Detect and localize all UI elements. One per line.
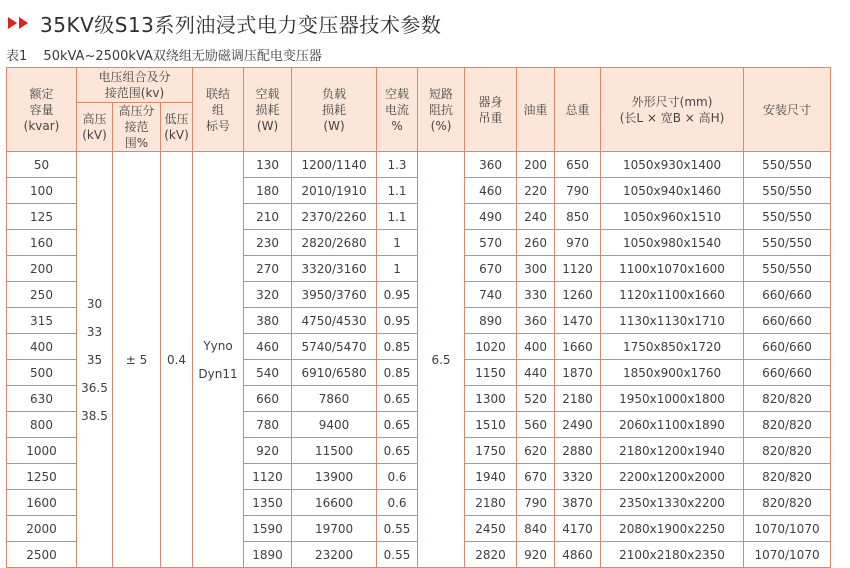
cell-total-weight: 3320 <box>555 464 601 490</box>
cell-install-size: 820/820 <box>744 412 831 438</box>
cell-no-load-loss: 1890 <box>244 542 292 568</box>
cell-install-size: 820/820 <box>744 464 831 490</box>
cell-capacity: 100 <box>7 178 77 204</box>
cell-no-load-current: 0.65 <box>377 438 418 464</box>
high-voltage-value: 36.5 <box>81 380 108 395</box>
cell-oil-weight: 400 <box>517 334 555 360</box>
header-body-weight: 器身 吊重 <box>465 68 517 152</box>
cell-total-weight: 4860 <box>555 542 601 568</box>
cell-total-weight: 850 <box>555 204 601 230</box>
cell-total-weight: 1260 <box>555 282 601 308</box>
header-install-size: 安装尺寸 <box>744 68 831 152</box>
cell-load-loss: 3950/3760 <box>292 282 377 308</box>
cell-oil-weight: 670 <box>517 464 555 490</box>
cell-no-load-loss: 380 <box>244 308 292 334</box>
connection-value: Yyno <box>203 338 233 353</box>
caption-label: 表1 <box>6 49 28 64</box>
cell-tap-range: ± 5 <box>113 152 161 568</box>
cell-dimensions: 1950x1000x1800 <box>601 386 744 412</box>
cell-oil-weight: 440 <box>517 360 555 386</box>
cell-body-weight: 460 <box>465 178 517 204</box>
cell-impedance: 6.5 <box>418 152 465 568</box>
cell-install-size: 1070/1070 <box>744 516 831 542</box>
cell-no-load-loss: 230 <box>244 230 292 256</box>
cell-no-load-current: 0.6 <box>377 490 418 516</box>
cell-no-load-current: 1.3 <box>377 152 418 178</box>
cell-no-load-loss: 780 <box>244 412 292 438</box>
high-voltage-list <box>77 290 112 430</box>
cell-capacity: 630 <box>7 386 77 412</box>
cell-no-load-loss: 540 <box>244 360 292 386</box>
cell-total-weight: 1120 <box>555 256 601 282</box>
table-body <box>7 152 831 568</box>
cell-load-loss: 2820/2680 <box>292 230 377 256</box>
header-oil-weight: 油重 <box>517 68 555 152</box>
cell-low-voltage: 0.4 <box>161 152 193 568</box>
cell-oil-weight: 360 <box>517 308 555 334</box>
cell-install-size: 550/550 <box>744 204 831 230</box>
cell-load-loss: 23200 <box>292 542 377 568</box>
header-tap-range: 高压分 接范围% <box>113 103 161 152</box>
cell-install-size: 660/660 <box>744 282 831 308</box>
cell-load-loss: 2370/2260 <box>292 204 377 230</box>
cell-load-loss: 13900 <box>292 464 377 490</box>
cell-body-weight: 1940 <box>465 464 517 490</box>
cell-no-load-current: 0.65 <box>377 412 418 438</box>
page-title: 35KV级S13系列油浸式电力变压器技术参数 <box>40 12 442 37</box>
cell-install-size: 1070/1070 <box>744 542 831 568</box>
cell-no-load-current: 0.95 <box>377 282 418 308</box>
cell-body-weight: 740 <box>465 282 517 308</box>
header-connection: 联结 组 标号 <box>193 68 244 152</box>
cell-install-size: 550/550 <box>744 152 831 178</box>
cell-dimensions: 1850x900x1760 <box>601 360 744 386</box>
cell-body-weight: 360 <box>465 152 517 178</box>
cell-install-size: 820/820 <box>744 438 831 464</box>
cell-capacity: 1600 <box>7 490 77 516</box>
cell-load-loss: 16600 <box>292 490 377 516</box>
high-voltage-value: 35 <box>86 352 103 367</box>
cell-total-weight: 2490 <box>555 412 601 438</box>
cell-capacity: 1000 <box>7 438 77 464</box>
table-row <box>7 152 831 178</box>
header-total-weight: 总重 <box>555 68 601 152</box>
cell-total-weight: 650 <box>555 152 601 178</box>
cell-dimensions: 1050x980x1540 <box>601 230 744 256</box>
cell-load-loss: 2010/1910 <box>292 178 377 204</box>
cell-capacity: 250 <box>7 282 77 308</box>
cell-install-size: 550/550 <box>744 178 831 204</box>
cell-load-loss: 9400 <box>292 412 377 438</box>
cell-install-size: 550/550 <box>744 256 831 282</box>
cell-no-load-loss: 210 <box>244 204 292 230</box>
cell-oil-weight: 620 <box>517 438 555 464</box>
cell-no-load-loss: 1590 <box>244 516 292 542</box>
cell-capacity: 2000 <box>7 516 77 542</box>
cell-no-load-loss: 180 <box>244 178 292 204</box>
cell-load-loss: 4750/4530 <box>292 308 377 334</box>
high-voltage-value: 33 <box>86 324 103 339</box>
cell-oil-weight: 560 <box>517 412 555 438</box>
cell-dimensions: 1050x960x1510 <box>601 204 744 230</box>
cell-capacity: 500 <box>7 360 77 386</box>
cell-dimensions: 1120x1100x1660 <box>601 282 744 308</box>
cell-total-weight: 3870 <box>555 490 601 516</box>
cell-install-size: 820/820 <box>744 490 831 516</box>
cell-body-weight: 570 <box>465 230 517 256</box>
cell-oil-weight: 920 <box>517 542 555 568</box>
cell-no-load-loss: 460 <box>244 334 292 360</box>
cell-total-weight: 1660 <box>555 334 601 360</box>
cell-no-load-current: 0.55 <box>377 542 418 568</box>
cell-connection <box>193 152 244 568</box>
cell-install-size: 660/660 <box>744 360 831 386</box>
title-row <box>8 10 441 36</box>
double-arrow-icon <box>8 17 30 29</box>
cell-load-loss: 19700 <box>292 516 377 542</box>
cell-capacity: 160 <box>7 230 77 256</box>
header-row-top <box>7 68 831 103</box>
cell-oil-weight: 260 <box>517 230 555 256</box>
cell-no-load-loss: 660 <box>244 386 292 412</box>
cell-no-load-current: 0.55 <box>377 516 418 542</box>
cell-oil-weight: 200 <box>517 152 555 178</box>
header-low-voltage: 低压 (kV) <box>161 103 193 152</box>
table-caption <box>6 45 322 64</box>
cell-body-weight: 2820 <box>465 542 517 568</box>
cell-total-weight: 4170 <box>555 516 601 542</box>
cell-no-load-current: 0.65 <box>377 386 418 412</box>
cell-total-weight: 790 <box>555 178 601 204</box>
cell-load-loss: 5740/5470 <box>292 334 377 360</box>
cell-oil-weight: 520 <box>517 386 555 412</box>
header-no-load-current: 空载 电流 % <box>377 68 418 152</box>
cell-oil-weight: 300 <box>517 256 555 282</box>
cell-capacity: 400 <box>7 334 77 360</box>
header-high-voltage: 高压 (kV) <box>77 103 113 152</box>
cell-body-weight: 1150 <box>465 360 517 386</box>
cell-dimensions: 1750x850x1720 <box>601 334 744 360</box>
cell-capacity: 2500 <box>7 542 77 568</box>
cell-capacity: 1250 <box>7 464 77 490</box>
cell-dimensions: 2100x2180x2350 <box>601 542 744 568</box>
cell-oil-weight: 790 <box>517 490 555 516</box>
cell-dimensions: 1050x940x1460 <box>601 178 744 204</box>
cell-body-weight: 2180 <box>465 490 517 516</box>
header-voltage-group: 电压组合及分 接范围(kv) <box>77 68 193 103</box>
header-capacity: 额定 容量 (kvar) <box>7 68 77 152</box>
cell-body-weight: 1750 <box>465 438 517 464</box>
cell-body-weight: 2450 <box>465 516 517 542</box>
cell-total-weight: 1870 <box>555 360 601 386</box>
connection-value: Dyn11 <box>198 366 238 381</box>
cell-load-loss: 6910/6580 <box>292 360 377 386</box>
cell-no-load-current: 0.85 <box>377 360 418 386</box>
cell-body-weight: 1510 <box>465 412 517 438</box>
cell-no-load-current: 0.85 <box>377 334 418 360</box>
cell-no-load-loss: 270 <box>244 256 292 282</box>
cell-install-size: 820/820 <box>744 386 831 412</box>
cell-dimensions: 2180x1200x1940 <box>601 438 744 464</box>
cell-no-load-loss: 1120 <box>244 464 292 490</box>
cell-body-weight: 1020 <box>465 334 517 360</box>
connection-list <box>193 332 243 388</box>
cell-capacity: 315 <box>7 308 77 334</box>
cell-no-load-loss: 130 <box>244 152 292 178</box>
caption-text: 50kVA~2500kVA双绕组无励磁调压配电变压器 <box>43 49 322 64</box>
cell-high-voltage <box>77 152 113 568</box>
cell-no-load-loss: 1350 <box>244 490 292 516</box>
cell-no-load-loss: 320 <box>244 282 292 308</box>
cell-oil-weight: 220 <box>517 178 555 204</box>
cell-dimensions: 2080x1900x2250 <box>601 516 744 542</box>
cell-no-load-current: 1.1 <box>377 178 418 204</box>
cell-install-size: 550/550 <box>744 230 831 256</box>
cell-no-load-current: 0.95 <box>377 308 418 334</box>
cell-capacity: 800 <box>7 412 77 438</box>
cell-capacity: 125 <box>7 204 77 230</box>
cell-load-loss: 11500 <box>292 438 377 464</box>
cell-load-loss: 7860 <box>292 386 377 412</box>
cell-total-weight: 1470 <box>555 308 601 334</box>
cell-body-weight: 1300 <box>465 386 517 412</box>
cell-dimensions: 1130x1130x1710 <box>601 308 744 334</box>
cell-body-weight: 490 <box>465 204 517 230</box>
cell-total-weight: 2180 <box>555 386 601 412</box>
header-no-load-loss: 空载 损耗 (W) <box>244 68 292 152</box>
cell-body-weight: 890 <box>465 308 517 334</box>
cell-install-size: 660/660 <box>744 308 831 334</box>
cell-dimensions: 2200x1200x2000 <box>601 464 744 490</box>
high-voltage-value: 30 <box>86 296 103 311</box>
header-dimensions: 外形尺寸(mm) (长L × 宽B × 高H) <box>601 68 744 152</box>
cell-install-size: 660/660 <box>744 334 831 360</box>
cell-oil-weight: 240 <box>517 204 555 230</box>
cell-load-loss: 1200/1140 <box>292 152 377 178</box>
cell-dimensions: 1050x930x1400 <box>601 152 744 178</box>
parameter-table <box>6 67 831 568</box>
cell-no-load-loss: 920 <box>244 438 292 464</box>
high-voltage-value: 38.5 <box>81 408 108 423</box>
header-load-loss: 负载 损耗 (W) <box>292 68 377 152</box>
cell-no-load-current: 1 <box>377 256 418 282</box>
cell-no-load-current: 1.1 <box>377 204 418 230</box>
cell-total-weight: 2880 <box>555 438 601 464</box>
cell-dimensions: 2350x1330x2200 <box>601 490 744 516</box>
cell-total-weight: 970 <box>555 230 601 256</box>
cell-oil-weight: 840 <box>517 516 555 542</box>
cell-no-load-current: 1 <box>377 230 418 256</box>
cell-dimensions: 1100x1070x1600 <box>601 256 744 282</box>
cell-capacity: 200 <box>7 256 77 282</box>
cell-body-weight: 670 <box>465 256 517 282</box>
header-impedance: 短路 阻抗 (%) <box>418 68 465 152</box>
cell-no-load-current: 0.6 <box>377 464 418 490</box>
cell-load-loss: 3320/3160 <box>292 256 377 282</box>
cell-oil-weight: 330 <box>517 282 555 308</box>
cell-dimensions: 2060x1100x1890 <box>601 412 744 438</box>
cell-capacity: 50 <box>7 152 77 178</box>
